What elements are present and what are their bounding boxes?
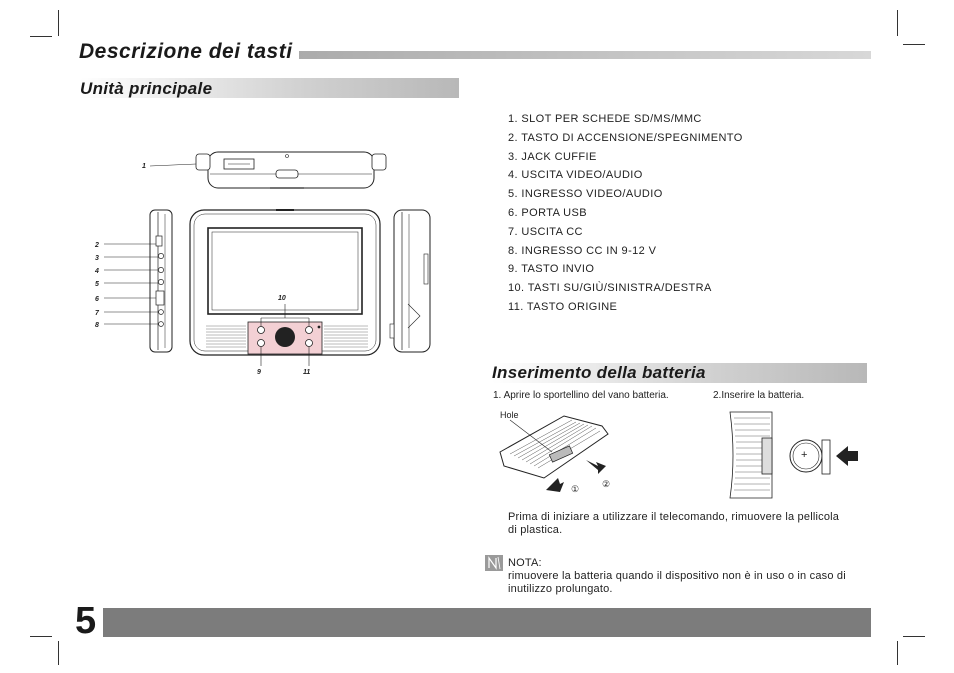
crop-mark — [58, 10, 59, 36]
page-number: 5 — [75, 600, 97, 642]
crop-mark — [30, 36, 52, 37]
callout-label: 2 — [95, 242, 99, 249]
crop-mark — [903, 636, 925, 637]
hole-label: Hole — [500, 410, 519, 420]
device-left-side — [150, 210, 172, 352]
battery-step-1: 1. Aprire lo sportellino del vano batteria. — [493, 390, 669, 401]
page-title: Descrizione dei tasti — [79, 40, 299, 64]
callout-label: 5 — [95, 281, 99, 288]
callout-label: 1 — [142, 163, 146, 170]
crop-mark — [58, 641, 59, 665]
marker-1: ① — [571, 484, 580, 494]
list-item: 7. USCITA CC — [508, 225, 583, 238]
battery-insert-illustration — [724, 410, 864, 502]
device-front-view — [190, 210, 380, 355]
battery-step-2: 2.Inserire la batteria. — [713, 390, 805, 401]
note-icon — [485, 555, 503, 571]
callout-label: 7 — [95, 310, 99, 317]
battery-instruction: Prima di iniziare a utilizzare il telecomando, rimuovere la pellicola di plastica. — [508, 511, 840, 536]
list-item: 5. INGRESSO VIDEO/AUDIO — [508, 188, 663, 201]
list-item: 10. TASTI SU/GIÙ/SINISTRA/DESTRA — [508, 282, 712, 295]
footer-bar — [103, 608, 871, 637]
device-right-side — [390, 210, 430, 352]
callout-label: 8 — [95, 322, 99, 329]
crop-mark — [30, 636, 52, 637]
list-item: 2. TASTO DI ACCENSIONE/SPEGNIMENTO — [508, 131, 743, 144]
callout-label: 3 — [95, 255, 99, 262]
device-top-view — [196, 152, 386, 188]
device-diagram — [90, 140, 450, 380]
section-heading-battery: Inserimento della batteria — [492, 363, 706, 382]
crop-mark — [903, 44, 925, 45]
callout-label: 9 — [257, 369, 261, 376]
list-item: 9. TASTO INVIO — [508, 263, 595, 276]
callout-label: 11 — [303, 369, 311, 376]
list-item: 1. SLOT PER SCHEDE SD/MS/MMC — [508, 113, 702, 125]
callout-label: 10 — [278, 295, 286, 302]
crop-mark — [897, 10, 898, 36]
button-description-list — [508, 110, 743, 317]
list-item: 4. USCITA VIDEO/AUDIO — [508, 169, 643, 182]
note-label: NOTA: — [508, 557, 542, 569]
crop-mark — [897, 641, 898, 665]
callout-label: 4 — [95, 268, 99, 275]
callout-label: 6 — [95, 296, 99, 303]
marker-2: ② — [602, 479, 611, 489]
list-item: 3. JACK CUFFIE — [508, 150, 597, 163]
plus-sign: + — [801, 449, 808, 461]
note-text: rimuovere la batteria quando il dispositivo non è in uso o in caso di inutilizzo prolungato. — [508, 570, 846, 595]
list-item: 6. PORTA USB — [508, 206, 587, 219]
list-item: 8. INGRESSO CC IN 9-12 V — [508, 244, 657, 257]
list-item: 11. TASTO ORIGINE — [508, 300, 618, 313]
section-heading-main-unit: Unità principale — [80, 79, 213, 98]
